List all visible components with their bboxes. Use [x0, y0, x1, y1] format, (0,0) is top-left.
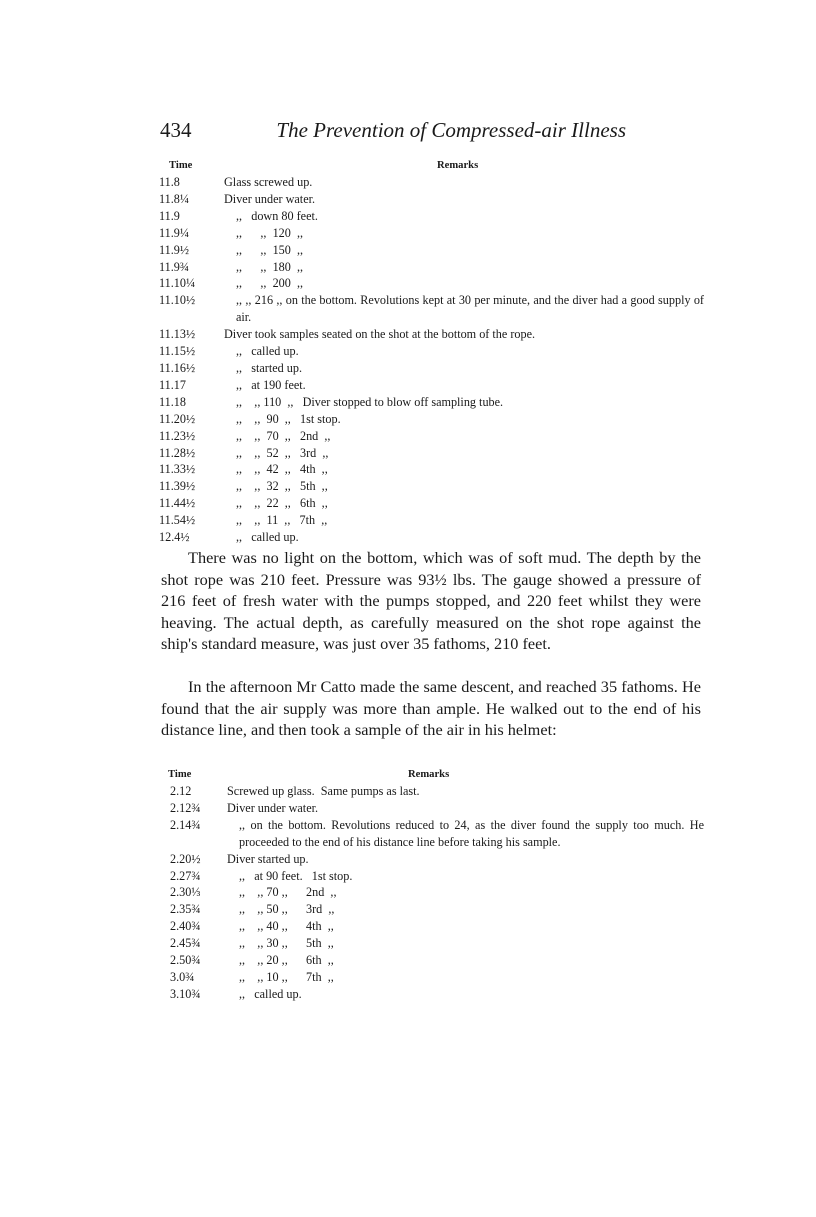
log-time: 11.8 [159, 175, 180, 189]
log-remark: ,, ,, 11 ,, 7th ,, [236, 513, 328, 528]
dive-log-afternoon [170, 767, 704, 1003]
time-column-header: Time [168, 769, 192, 780]
log-time: 2.35¾ [170, 902, 201, 917]
log-time: 2.40¾ [170, 919, 201, 934]
log-remark: ,, ,, 200 ,, [236, 276, 304, 291]
log-remark: ,, ,, 10 ,, 7th ,, [239, 969, 334, 984]
log-time: 11.9¼ [159, 225, 190, 240]
log-remark: Glass screwed up. [224, 175, 313, 189]
log-time: 3.0¾ [170, 969, 195, 984]
log-time: 11.10½ [159, 293, 196, 308]
log-remark: ,, called up. [236, 530, 299, 545]
log-row [170, 935, 704, 952]
log-remark: Diver started up. [227, 851, 309, 866]
log-row [159, 191, 704, 208]
log-row [170, 851, 704, 868]
log-time: 2.12¾ [170, 800, 201, 815]
log-time: 11.23½ [159, 428, 196, 443]
log-row [159, 495, 704, 512]
log-time: 11.17 [159, 377, 186, 392]
log-row [159, 529, 704, 546]
log-row [159, 343, 704, 360]
log-time: 2.45¾ [170, 936, 201, 951]
log-header [170, 767, 704, 783]
log-time: 11.33½ [159, 462, 196, 477]
log-time: 2.14¾ [170, 817, 201, 832]
log-time: 11.39½ [159, 479, 196, 494]
log-remark: ,, ,, 150 ,, [236, 242, 304, 257]
log-row [170, 986, 704, 1003]
log-remark: Screwed up glass. Same pumps as last. [227, 784, 420, 798]
log-row [159, 461, 704, 478]
log-row [159, 275, 704, 292]
log-time: 2.27¾ [170, 868, 201, 883]
log-row [170, 884, 704, 901]
log-remark: ,, called up. [236, 344, 299, 359]
log-row [159, 259, 704, 276]
log-time: 2.12 [170, 784, 192, 798]
log-row [159, 394, 704, 411]
log-remark: ,, ,, 120 ,, [236, 225, 304, 240]
log-time: 11.9¾ [159, 259, 190, 274]
log-remark: ,, ,, 216 ,, on the bottom. Revolutions kept at 30 per minute, and the diver had a good supply of air. [236, 293, 704, 325]
log-remark: ,, ,, 70 ,, 2nd ,, [239, 885, 337, 900]
log-remark: ,, ,, 180 ,, [236, 259, 304, 274]
log-row [159, 360, 704, 377]
log-remark: ,, ,, 110 ,, Diver stopped to blow off sampling tube. [236, 394, 504, 409]
log-time: 2.20½ [170, 851, 201, 866]
log-row [159, 428, 704, 445]
log-remark: ,, ,, 50 ,, 3rd ,, [239, 902, 335, 917]
log-row [159, 292, 704, 326]
time-column-header: Time [169, 160, 193, 171]
dive-log-morning [159, 158, 704, 546]
log-header [159, 158, 704, 174]
log-rows [170, 783, 704, 1003]
log-time: 11.15½ [159, 344, 196, 359]
page-header [160, 118, 626, 148]
body-paragraph-1 [161, 547, 701, 655]
log-row [170, 969, 704, 986]
body-paragraph-2 [161, 676, 701, 741]
log-row [159, 445, 704, 462]
log-remark: ,, started up. [236, 360, 303, 375]
log-time: 11.9 [159, 208, 180, 223]
log-time: 11.44½ [159, 496, 196, 511]
log-remark: ,, called up. [239, 986, 302, 1001]
log-remark: ,, ,, 20 ,, 6th ,, [239, 953, 334, 968]
log-time: 2.50¾ [170, 953, 201, 968]
log-remark: ,, ,, 40 ,, 4th ,, [239, 919, 334, 934]
log-remark: ,, ,, 70 ,, 2nd ,, [236, 428, 331, 443]
log-row [159, 377, 704, 394]
log-time: 11.28½ [159, 445, 196, 460]
log-remark: Diver under water. [227, 800, 319, 815]
log-row [159, 326, 704, 343]
log-remark: ,, ,, 30 ,, 5th ,, [239, 936, 334, 951]
log-remark: ,, ,, 32 ,, 5th ,, [236, 479, 328, 494]
log-row [170, 817, 704, 851]
paragraph-text: In the afternoon Mr Catto made the same descent, and reached 35 fathoms. He found that the air supply was more than ample. He walked out to the end of his distance line, and then took a sample of the air in his helmet: [161, 677, 701, 740]
log-time: 2.30⅓ [170, 885, 201, 900]
log-row [159, 174, 704, 191]
log-remark: ,, ,, 42 ,, 4th ,, [236, 462, 328, 477]
log-time: 11.18 [159, 394, 186, 409]
log-row [170, 783, 704, 800]
log-remark: ,, on the bottom. Revolutions reduced to 24, as the diver found the supply too much. He proceeded to the end of his distance line before taking his sample. [239, 817, 704, 849]
log-time: 11.54½ [159, 513, 196, 528]
log-row [159, 242, 704, 259]
running-title: The Prevention of Compressed-air Illness [276, 118, 626, 142]
log-time: 11.9½ [159, 242, 190, 257]
log-row [159, 478, 704, 495]
log-time: 11.20½ [159, 411, 196, 426]
remarks-column-header: Remarks [408, 769, 450, 780]
log-row [170, 868, 704, 885]
paragraph-text: There was no light on the bottom, which was of soft mud. The depth by the shot rope was 210 feet. Pressure was 93½ lbs. The gauge showed a pressure of 216 feet of fresh water with the pumps stopped, and 220 feet whilst they were heaving. The actual depth, as carefully measured on the shot rope against the ship's standard measure, was just over 35 fathoms, 210 feet. [161, 548, 701, 654]
log-remark: Diver under water. [224, 191, 316, 206]
log-row [159, 411, 704, 428]
log-row [170, 901, 704, 918]
log-remark: ,, at 90 feet. 1st stop. [239, 868, 353, 883]
log-row [159, 225, 704, 242]
log-time: 12.4½ [159, 530, 190, 545]
log-row [170, 918, 704, 935]
log-time: 11.13½ [159, 327, 196, 342]
log-row [170, 952, 704, 969]
log-time: 11.10¼ [159, 276, 196, 291]
log-remark: ,, ,, 22 ,, 6th ,, [236, 496, 328, 511]
log-rows [159, 174, 704, 546]
log-time: 11.16½ [159, 360, 196, 375]
log-row [170, 800, 704, 817]
log-time: 11.8¼ [159, 191, 190, 206]
page-number: 434 [160, 118, 192, 142]
remarks-column-header: Remarks [437, 160, 479, 171]
log-remark: Diver took samples seated on the shot at the bottom of the rope. [224, 327, 536, 342]
log-row [159, 512, 704, 529]
log-time: 3.10¾ [170, 986, 201, 1001]
log-remark: ,, ,, 90 ,, 1st stop. [236, 411, 341, 426]
log-remark: ,, ,, 52 ,, 3rd ,, [236, 445, 329, 460]
log-remark: ,, down 80 feet. [236, 208, 318, 223]
log-row [159, 208, 704, 225]
log-remark: ,, at 190 feet. [236, 377, 306, 392]
